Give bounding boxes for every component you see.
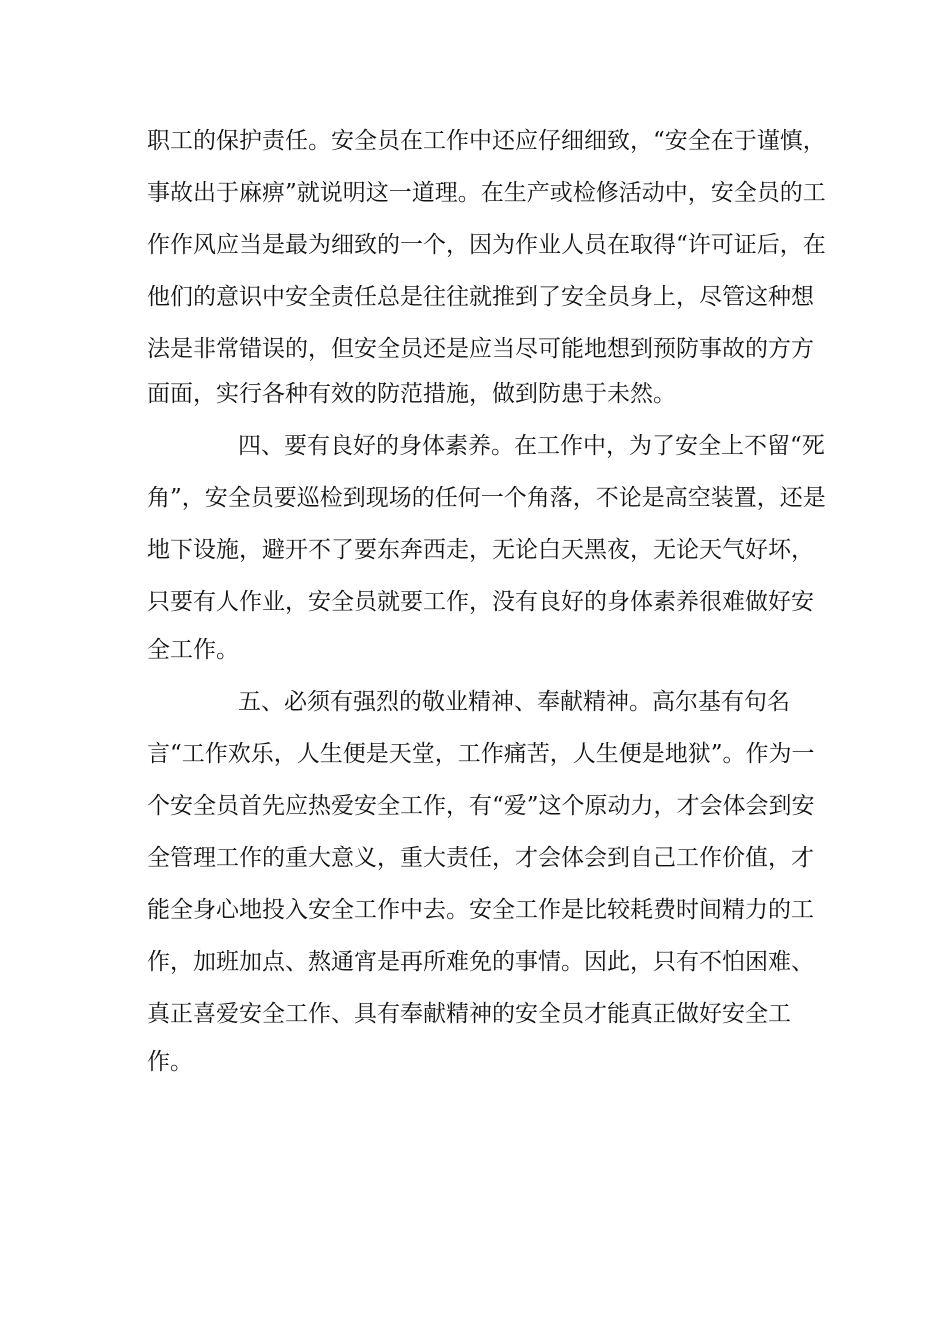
text-line: 个安全员首先应热爱安全工作，有“爱”这个原动力，才会体会到安	[147, 793, 815, 819]
text-line: 全工作。	[147, 637, 239, 663]
text-line: 四、要有良好的身体素养。在工作中，为了安全上不留“死	[238, 433, 825, 459]
text-line: 言“工作欢乐，人生便是天堂，工作痛苦，人生便是地狱”。作为一	[147, 741, 815, 767]
text-line: 五、必须有强烈的敬业精神、奉献精神。高尔基有句名	[238, 689, 790, 715]
text-line: 真正喜爱安全工作、具有奉献精神的安全员才能真正做好安全工	[147, 1001, 791, 1027]
text-line: 作，加班加点、熬通宵是再所难免的事情。因此，只有不怕困难、	[147, 949, 814, 975]
text-line: 地下设施，避开不了要东奔西走，无论白天黑夜，无论天气好坏，	[147, 537, 814, 563]
text-line: 作。	[147, 1049, 193, 1075]
text-line: 角”，安全员要巡检到现场的任何一个角落，不论是高空装置，还是	[147, 485, 826, 511]
text-line: 只要有人作业，安全员就要工作，没有良好的身体素养很难做好安	[147, 589, 814, 615]
text-line: 能全身心地投入安全工作中去。安全工作是比较耗费时间精力的工	[147, 897, 814, 923]
text-line: 他们的意识中安全责任总是往往就推到了安全员身上，尽管这种想	[147, 284, 814, 310]
text-line: 职工的保护责任。安全员在工作中还应仔细细致，“安全在于谨慎，	[147, 128, 826, 154]
text-line: 全管理工作的重大意义，重大责任，才会体会到自己工作价值，才	[147, 845, 814, 871]
text-line: 作作风应当是最为细致的一个，因为作业人员在取得“许可证后，在	[147, 232, 826, 258]
text-line: 事故出于麻痹”就说明这一道理。在生产或检修活动中，安全员的工	[147, 180, 826, 206]
text-line: 法是非常错误的，但安全员还是应当尽可能地想到预防事故的方方	[147, 336, 814, 362]
text-line: 面面，实行各种有效的防范措施，做到防患于未然。	[147, 381, 676, 407]
